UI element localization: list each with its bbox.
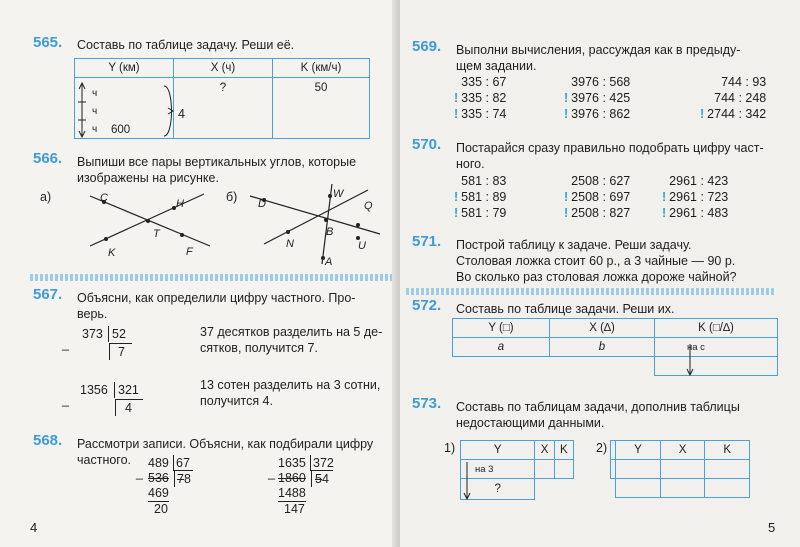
dividend: 1635	[278, 456, 306, 470]
explanation-text: 37 десятков разделить на 5 де-	[200, 325, 383, 339]
calc-item: 3976 : 568	[571, 75, 631, 89]
exercise-text: Выпиши все пары вертикальных углов, которые	[77, 155, 357, 169]
exercise-number: 570.	[412, 136, 442, 153]
calc-item: 335 : 67	[461, 75, 507, 89]
quotient: 8	[183, 472, 191, 486]
cell	[616, 479, 661, 498]
exercise-number: 571.	[412, 233, 442, 250]
figure-a-label: а)	[40, 190, 52, 204]
brace-label: ч	[92, 88, 98, 99]
exercise-number: 568.	[33, 432, 63, 449]
header-k: K (км/ч)	[273, 59, 370, 78]
page-number: 4	[30, 520, 38, 535]
trial-product: 536	[148, 471, 169, 485]
header-x: X	[660, 441, 705, 460]
cell-y: a	[453, 338, 550, 357]
calc-item: 335 : 82	[461, 91, 507, 105]
brace-label: на c	[687, 342, 705, 353]
exercise-number: 572.	[412, 297, 442, 314]
product: 469	[148, 486, 169, 500]
quotient: 7	[109, 343, 132, 360]
x-value: ?	[219, 82, 227, 94]
dividend: 1356	[80, 383, 108, 397]
quotient: 4	[321, 472, 329, 486]
exercise-number: 567.	[33, 286, 63, 303]
exercise-number: 566.	[33, 150, 63, 167]
point-label: K	[108, 247, 116, 259]
long-division-3: _ 489 67 536 78 469 20	[146, 455, 206, 519]
empty-cell	[535, 479, 554, 500]
left-page	[0, 0, 396, 547]
calc-item: 744 : 93	[721, 75, 767, 89]
brace-label: на 3	[475, 464, 494, 475]
dividend: 489	[148, 456, 169, 470]
quotient-box	[174, 470, 193, 487]
page-number: 5	[768, 520, 776, 535]
calc-column: 2508 : 627 ! 2508 : 697 ! 2508 : 827	[564, 174, 631, 220]
explanation-text: получится 4.	[200, 394, 273, 408]
exercise-text: Столовая ложка стоит 60 р., а 3 чайные — 90 р.	[456, 254, 736, 268]
divisor: 372	[310, 455, 334, 471]
calc-item: 2744 : 342	[707, 107, 767, 121]
exercise-number: 565.	[33, 34, 63, 51]
calc-item: 2508 : 697	[571, 190, 631, 204]
calc-column: 744 : 93 744 : 248 ! 2744 : 342	[700, 75, 767, 121]
brace-arrow-572	[684, 342, 724, 382]
exercise-text: Составь по таблице задачу. Реши её.	[77, 38, 295, 52]
point-label: U	[358, 240, 366, 252]
calc-item: 581 : 89	[461, 190, 507, 204]
cell	[705, 460, 750, 479]
calc-item: 2508 : 627	[571, 174, 631, 188]
cell-x: b	[550, 338, 655, 357]
point-label: A	[325, 256, 333, 268]
header-k: K (□/∆)	[655, 319, 778, 338]
cell	[660, 460, 705, 479]
section-divider	[406, 288, 776, 295]
exercise-number: 569.	[412, 38, 442, 55]
exercise-text: Во сколько раз столовая ложка дороже чайной?	[456, 270, 737, 284]
right-page	[400, 0, 800, 547]
point-label: C	[100, 192, 108, 204]
header-k: K	[554, 441, 573, 460]
long-division-4: _ 1635 372 1860 54 1488 147	[268, 456, 334, 516]
quotient-box	[311, 470, 333, 487]
divisor: 52	[108, 326, 126, 342]
quotient-crossed: 7	[177, 472, 184, 486]
calc-column: 2961 : 423 ! 2961 : 723 ! 2961 : 483	[662, 174, 729, 220]
long-division-1: _ 373 52 7	[76, 326, 166, 366]
cell-x	[535, 460, 554, 479]
calc-item: 2961 : 423	[669, 174, 729, 188]
point-label: T	[153, 228, 160, 240]
question-mark: ?	[494, 483, 501, 495]
point-label: F	[186, 246, 193, 258]
exercise-text: недостающими данными.	[456, 416, 605, 430]
point-label: W	[333, 188, 344, 200]
table-573-2	[610, 440, 750, 498]
point-label: H	[176, 198, 184, 210]
point-label: D	[258, 198, 266, 210]
exercise-text: Составь по таблице задачи. Реши их.	[456, 302, 675, 316]
exercise-text: щем задании.	[456, 59, 537, 73]
divisor: 321	[114, 382, 139, 398]
empty-cell	[554, 479, 573, 500]
quotient-crossed: 5	[315, 472, 322, 486]
product: 1488	[278, 486, 306, 500]
k-value: 50	[314, 82, 328, 94]
calc-item: 2508 : 827	[571, 206, 631, 220]
explanation-text: 13 сотен разделить на 3 сотни,	[200, 378, 381, 392]
section-divider	[30, 274, 392, 281]
header-k: K	[705, 441, 750, 460]
empty-cell	[550, 357, 655, 376]
header-x: X	[535, 441, 554, 460]
brace-label: ч	[92, 106, 98, 117]
cell	[660, 479, 705, 498]
brace-label: ч	[92, 124, 98, 135]
exercise-text: частного.	[77, 453, 132, 467]
empty-cell	[453, 357, 550, 376]
calc-item: 2961 : 723	[669, 190, 729, 204]
exercise-text: Составь по таблицам задачи, дополнив таблицы	[456, 400, 740, 414]
cell	[616, 460, 661, 479]
calc-item: 2961 : 483	[669, 206, 729, 220]
header-y: Y	[461, 441, 535, 460]
exercise-text: Постарайся сразу правильно подобрать цифру част-	[456, 141, 764, 155]
header-y: Y (□)	[453, 319, 550, 338]
exercise-text: изображены на рисунке.	[77, 171, 219, 185]
exercise-text: Объясни, как определили цифру частного. Про-	[77, 291, 356, 305]
remainder: 20	[154, 502, 168, 516]
cell-k	[554, 460, 573, 479]
calc-column: 3976 : 568 ! 3976 : 425 ! 3976 : 862	[564, 75, 631, 121]
brace-arrow-573	[460, 460, 480, 504]
point-label: B	[326, 226, 334, 238]
calc-item: 335 : 74	[461, 107, 507, 121]
header-y: Y (км)	[75, 59, 174, 78]
calc-item: 3976 : 425	[571, 91, 631, 105]
header-y: Y	[616, 441, 661, 460]
total-value: 600	[111, 124, 131, 136]
dividend: 373	[82, 327, 103, 341]
point-label: Q	[364, 200, 373, 212]
trial-product: 1860	[278, 471, 306, 485]
calc-item: 581 : 79	[461, 206, 507, 220]
header-x: X (ч)	[174, 59, 273, 78]
exercise-text: Выполни вычисления, рассуждая как в предыду-	[456, 43, 741, 57]
exercise-text: верь.	[77, 307, 108, 321]
calc-item: 3976 : 862	[571, 107, 631, 121]
cell-k	[273, 78, 370, 139]
calc-item: 744 : 248	[714, 91, 767, 105]
figure-a-lines	[70, 188, 220, 258]
table-572	[452, 318, 778, 376]
exercise-number: 573.	[412, 395, 442, 412]
brace-count: 4	[178, 107, 185, 121]
long-division-2: _ 1356 321 4	[76, 382, 166, 422]
calc-column: 581 : 83 ! 581 : 89 ! 581 : 79	[454, 174, 507, 220]
figure-b-label: б)	[226, 190, 238, 204]
header-x: X (∆)	[550, 319, 655, 338]
table-2-label: 2)	[596, 441, 608, 455]
cell	[705, 479, 750, 498]
exercise-text: Построй таблицу к задаче. Реши задачу.	[456, 238, 692, 252]
exercise-text: Рассмотри записи. Объясни, как подбирали цифру	[77, 437, 374, 451]
exercise-text: ного.	[456, 157, 485, 171]
remainder: 147	[284, 502, 305, 516]
explanation-text: сятков, получится 7.	[200, 341, 318, 355]
divisor: 67	[173, 455, 190, 471]
calc-item: 581 : 83	[461, 174, 507, 188]
quotient: 4	[115, 399, 143, 416]
calc-column: 335 : 67 ! 335 : 82 ! 335 : 74	[454, 75, 507, 121]
point-label: N	[286, 238, 294, 250]
table-1-label: 1)	[444, 441, 456, 455]
